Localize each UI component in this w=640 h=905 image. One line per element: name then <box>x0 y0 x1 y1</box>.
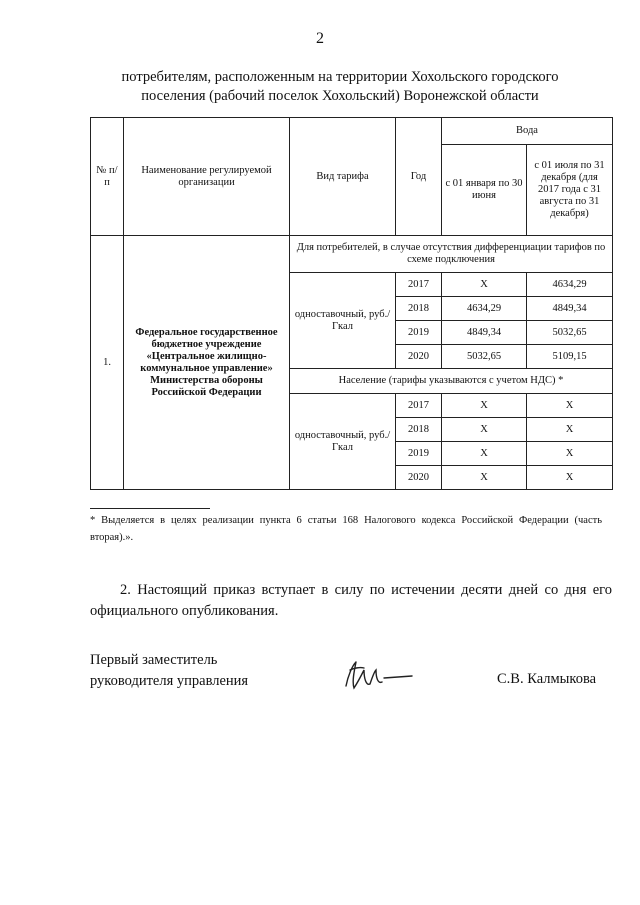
header-period-2: с 01 июля по 31 декабря (для 2017 года с 31 августа по 31 декабря) <box>527 145 613 236</box>
page-number: 2 <box>316 30 324 47</box>
value-cell: Х <box>442 466 527 490</box>
value-cell: 4849,34 <box>442 321 527 345</box>
year-cell: 2019 <box>396 442 442 466</box>
value-cell: Х <box>442 418 527 442</box>
tariff-type-cell: одноставочный, руб./Гкал <box>290 273 396 369</box>
value-cell: Х <box>527 418 613 442</box>
value-cell: Х <box>442 442 527 466</box>
year-cell: 2019 <box>396 321 442 345</box>
value-cell: Х <box>527 466 613 490</box>
clause-2: 2. Настоящий приказ вступает в силу по истечении десяти дней со дня его официального опубликования. <box>90 582 612 619</box>
header-org: Наименование регулируемой организации <box>124 118 290 236</box>
footnote: * Выделяется в целях реализации пункта 6 статьи 168 Налогового кодекса Российской Федерации (часть вторая).». <box>90 515 602 543</box>
header-num: № п/п <box>91 118 124 236</box>
title-line-1: потребителям, расположенным на территории Хохольского городского <box>121 69 559 85</box>
title-line-2: поселения (рабочий поселок Хохольский) Воронежской области <box>141 88 539 104</box>
year-cell: 2020 <box>396 345 442 369</box>
tariff-table <box>90 117 613 490</box>
value-cell: 5032,65 <box>442 345 527 369</box>
value-cell: Х <box>527 442 613 466</box>
document-title <box>90 68 590 106</box>
value-cell: Х <box>442 273 527 297</box>
value-cell: Х <box>442 394 527 418</box>
year-cell: 2017 <box>396 394 442 418</box>
value-cell: 5109,15 <box>527 345 613 369</box>
org-name: Федеральное государственное бюджетное учреждение «Центральное жилищно-коммунальное управление» Министерства обороны Российской Федерации <box>124 236 290 490</box>
signer-name: С.В. Калмыкова <box>497 671 597 687</box>
year-cell: 2017 <box>396 273 442 297</box>
section-label: Для потребителей, в случае отсутствия дифференциации тарифов по схеме подключения <box>290 236 613 273</box>
signer-title-line-1: Первый заместитель <box>90 652 218 668</box>
header-period-1: с 01 января по 30 июня <box>442 145 527 236</box>
year-cell: 2020 <box>396 466 442 490</box>
value-cell: Х <box>527 394 613 418</box>
value-cell: 4634,29 <box>442 297 527 321</box>
signature-image <box>340 656 420 696</box>
year-cell: 2018 <box>396 297 442 321</box>
signer-title <box>90 650 248 692</box>
row-number: 1. <box>91 236 124 490</box>
value-cell: 4634,29 <box>527 273 613 297</box>
year-cell: 2018 <box>396 418 442 442</box>
value-cell: 5032,65 <box>527 321 613 345</box>
section-label: Население (тарифы указываются с учетом НДС) * <box>290 369 613 394</box>
signer-title-line-2: руководителя управления <box>90 673 249 689</box>
footnote-divider <box>90 508 210 509</box>
tariff-type-cell: одноставочный, руб./Гкал <box>290 394 396 490</box>
header-year: Год <box>396 118 442 236</box>
header-group: Вода <box>442 118 613 145</box>
header-tariff-type: Вид тарифа <box>290 118 396 236</box>
value-cell: 4849,34 <box>527 297 613 321</box>
